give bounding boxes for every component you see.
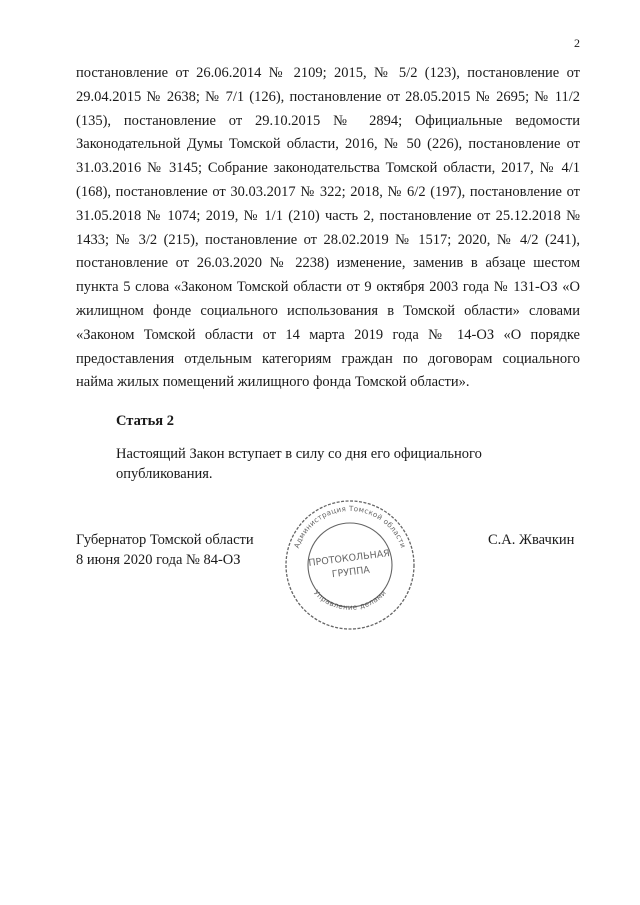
stamp-outer-text-bottom: Управление делами bbox=[311, 588, 389, 612]
stamp-seal bbox=[282, 497, 418, 633]
article-2-text: Настоящий Закон вступает в силу со дня его официального опубликования. bbox=[116, 446, 482, 482]
svg-text:Администрация Томской области bbox=[292, 504, 408, 549]
body-paragraph: постановление от 26.06.2014 № 2109; 2015, № 5/2 (123), постановление от 29.04.2015 № 2638; № 7/1 (126), постановление от 28.05.2015 № 2695; № 11/2 (135), постановление от 29.10.2015 № 2894; Официальные ведомости Законодательной Думы Томской области, 2016, № 50 (226), постановление от 31.03.2016 № 3145; Собрание законодательства Томской области, 2017, № 4/1 (168), постановление от 30.03.2017 № 322; 2018, № 6/2 (197), постановление от 31.05.2018 № 1074; 2019, № 1/1 (210) часть 2, постановление от 25.12.2018 № 1433; № 3/2 (215), постановление от 28.02.2019 № 1517; 2020, № 4/2 (241), постановление от 26.03.2020 № 2238) изменение, заменив в абзаце шестом пункта 5 слова «Законом Томской области от 9 октября 2003 года № 131-ОЗ «О жилищном фонде социального использования в Томской области» словами «Законом Томской области от 14 марта 2019 года № 14-ОЗ «О порядке предоставления отдельным категориям граждан по договорам социального найма жилых помещений жилищного фонда Томской области». bbox=[76, 65, 580, 391]
signatory-name: С.А. Жвачкин bbox=[488, 532, 575, 548]
signature-block bbox=[76, 530, 254, 570]
signatory-position: Губернатор Томской области bbox=[76, 532, 254, 548]
stamp-inner-line-2: ГРУППА bbox=[331, 564, 371, 581]
page-number: 2 bbox=[574, 36, 580, 50]
svg-text:Управление делами bbox=[312, 588, 388, 612]
article-2-heading: Статья 2 bbox=[116, 413, 174, 429]
stamp-inner-line-1: ПРОТОКОЛЬНАЯ bbox=[307, 548, 391, 569]
law-date-number: 8 июня 2020 года № 84-ОЗ bbox=[76, 552, 241, 568]
stamp-outer-text-top: Администрация Томской области bbox=[291, 503, 409, 550]
official-stamp bbox=[282, 497, 418, 633]
